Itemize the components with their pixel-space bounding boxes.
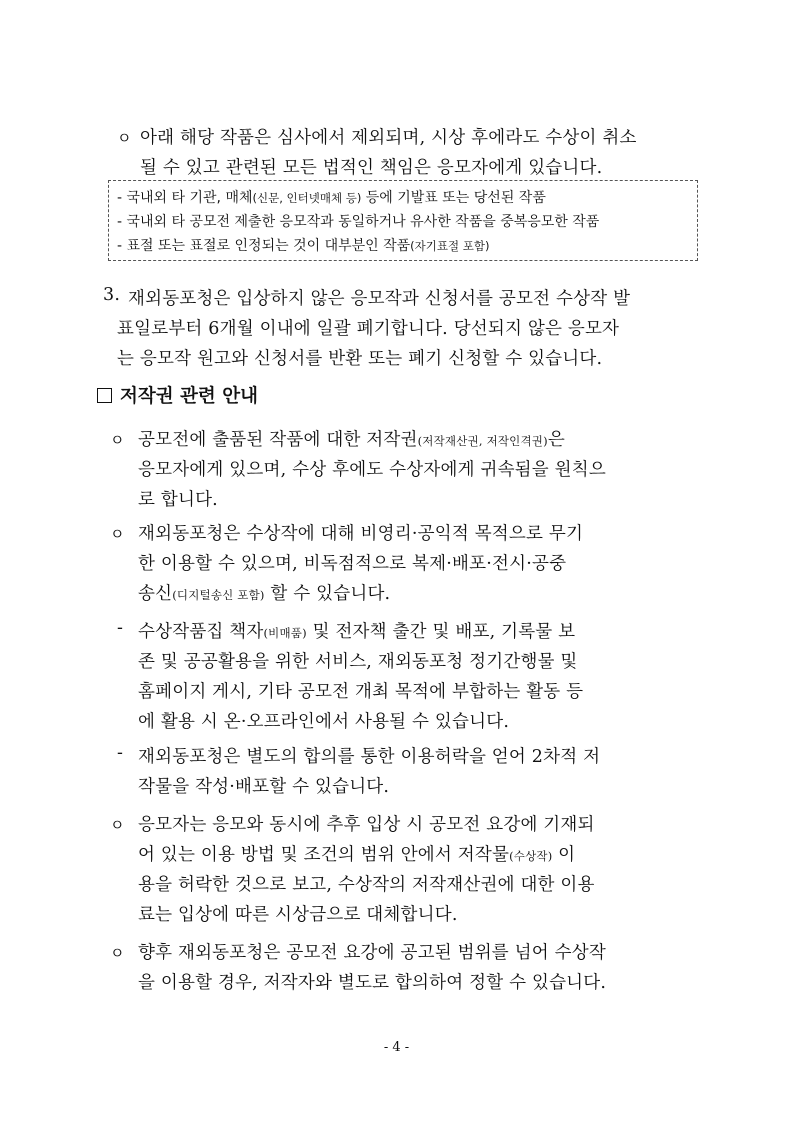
copyright-line: 공모전에 출품된 작품에 대한 저작권(저작재산권, 저작인격권)은	[138, 430, 565, 450]
copyright-line: 로 합니다.	[138, 490, 218, 510]
copyright-line: 홈페이지 게시, 기타 공모전 개최 목적에 부합하는 활동 등	[138, 682, 584, 702]
copyright-line: 존 및 공공활용을 위한 서비스, 재외동포청 정기간행물 및	[138, 652, 578, 672]
copyright-line: 향후 재외동포청은 공모전 요강에 공고된 범위를 넘어 수상작	[138, 943, 606, 963]
copyright-line: 수상작품집 책자(비매품) 및 전자책 출간 및 배포, 기록물 보	[138, 622, 576, 642]
copyright-line: 어 있는 이용 방법 및 조건의 범위 안에서 저작물(수상작) 이	[138, 845, 576, 865]
copyright-line: 응모자는 응모와 동시에 추후 입상 시 공모전 요강에 기재되	[138, 815, 595, 835]
bullet-marker: ㅇ	[117, 129, 132, 147]
copyright-line: 용을 허락한 것으로 보고, 수상작의 저작재산권에 대한 이용	[138, 875, 595, 895]
bullet-marker: ㅇ	[110, 816, 125, 834]
copyright-line: 송신(디지털송신 포함) 할 수 있습니다.	[138, 584, 391, 604]
checkbox-square-icon	[97, 388, 112, 403]
intro-line: 될 수 있고 관련된 모든 법적인 책임은 응모자에게 있습니다.	[140, 158, 603, 178]
copyright-line: 응모자에게 있으며, 수상 후에도 수상자에게 귀속됨을 원칙으	[138, 460, 606, 480]
bullet-marker: ㅇ	[110, 431, 125, 449]
copyright-line: 재외동포청은 수상작에 대해 비영리·공익적 목적으로 무기	[138, 524, 584, 544]
copyright-line: 작물을 작성·배포할 수 있습니다.	[138, 777, 390, 797]
exclusion-item: - 표절 또는 표절로 인정되는 것이 대부분인 작품(자기표절 포함)	[117, 238, 490, 254]
section-number: 3.	[103, 285, 121, 305]
copyright-line: 재외동포청은 별도의 합의를 통한 이용허락을 얻어 2차적 저	[138, 747, 601, 767]
page-number: - 4 -	[383, 1040, 410, 1055]
exclusion-item: - 국내외 타 공모전 제출한 응모작과 동일하거나 유사한 작품을 중복응모한 작품	[117, 214, 600, 230]
bullet-marker: ㅇ	[110, 525, 125, 543]
bullet-marker: ㅇ	[110, 944, 125, 962]
copyright-heading: 저작권 관련 안내	[97, 382, 258, 408]
copyright-line: 료는 입상에 따른 시상금으로 대체합니다.	[138, 905, 458, 925]
copyright-line: 에 활용 시 온·오프라인에서 사용될 수 있습니다.	[138, 712, 510, 732]
copyright-line: 을 이용할 경우, 저작자와 별도로 합의하여 정할 수 있습니다.	[138, 973, 607, 993]
section-3-line: 는 응모작 원고와 신청서를 반환 또는 폐기 신청할 수 있습니다.	[117, 349, 603, 369]
exclusion-item: - 국내외 타 기관, 매체(신문, 인터넷매체 등) 등에 기발표 또는 당선된 작품	[117, 190, 546, 206]
dash-marker: -	[117, 618, 124, 638]
dash-marker: -	[117, 743, 124, 763]
copyright-line: 한 이용할 수 있으며, 비독점적으로 복제·배포·전시·공중	[138, 554, 567, 574]
exclusion-list-box	[108, 180, 698, 261]
section-3-line: 표일로부터 6개월 이내에 일괄 폐기합니다. 당선되지 않은 응모자	[117, 319, 620, 339]
section-3-line: 재외동포청은 입상하지 않은 응모작과 신청서를 공모전 수상작 발	[128, 289, 631, 309]
intro-line: 아래 해당 작품은 심사에서 제외되며, 시상 후에라도 수상이 취소	[140, 128, 637, 148]
